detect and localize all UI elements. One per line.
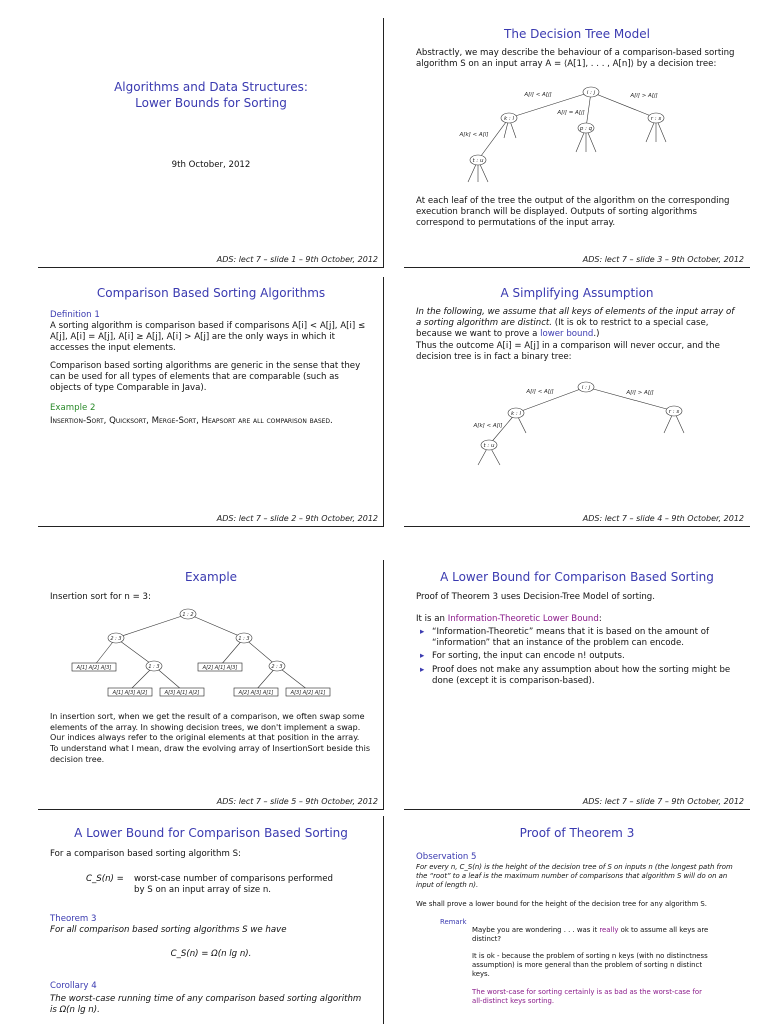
slide-2-title: Comparison Based Sorting Algorithms (96, 286, 326, 300)
slide-divider (404, 526, 750, 527)
theorem-equation: C_S(n) = Ω(n lg n). (170, 949, 252, 959)
theorem-label: Theorem 3 (50, 914, 97, 924)
slide-4 (404, 277, 750, 527)
slide-7 (404, 560, 750, 810)
example-label: Example 2 (50, 403, 96, 413)
corollary-label: Corollary 4 (50, 981, 97, 991)
tree-node-l: 2 : 3 (110, 636, 122, 642)
edge-label-left-left: A[k] < A[l] (473, 423, 503, 429)
tree-node-right: r : s (650, 116, 662, 122)
slide-3-title: The Decision Tree Model (504, 27, 650, 41)
bound-post: : (598, 614, 602, 624)
theorem-text: For all comparison based sorting algorithms S we have (50, 925, 287, 935)
bullet-list (420, 627, 736, 689)
slide-4-footer: ADS: lect 7 – slide 4 – 9th October, 2012 (582, 514, 744, 523)
tree-node-leaf: t : u (472, 158, 484, 164)
slide-divider (38, 526, 384, 527)
slide-5-title: Example (184, 570, 238, 584)
slide-8-para: We shall prove a lower bound for the height of the decision tree for any algorithm S. (416, 900, 707, 908)
bullet-item: ▸ Proof does not make any assumption about how the sorting might be done (except it is comparison-based). (420, 665, 736, 687)
slide-3-footer: ADS: lect 7 – slide 3 – 9th October, 2012 (582, 255, 744, 264)
slide-8-title: Proof of Theorem 3 (519, 826, 635, 840)
cost-equation-rhs1: worst-case number of comparisons performed (134, 874, 333, 884)
slide-6-title: A Lower Bound for Comparison Based Sorting (74, 826, 348, 840)
assumption-italic: In the following, we assume that all keys of elements of the input array of a sorting algorithm are distinct. (416, 307, 735, 329)
slide-7-bound-line (416, 614, 736, 625)
leaf-output: A[2] A[3] A[1] (238, 690, 274, 696)
tree-node-root: i : j (586, 90, 596, 96)
tree-node-right: r : s (668, 409, 680, 415)
tree-node-leaf: t : u (483, 443, 495, 449)
observation-label: Observation 5 (416, 852, 477, 862)
tree-node-left: k : l (503, 116, 515, 122)
bullet-item: ▸ “Information-Theoretic” means that it is based on the amount of “information” that an instance of the problem can encode. (420, 627, 736, 649)
definition-label: Definition 1 (50, 310, 100, 320)
assumption-paragraph (416, 307, 736, 363)
slide-divider (404, 809, 750, 810)
definition-text: A sorting algorithm is comparison based if comparisons A[i] < A[j], A[i] ≤ A[j], A[i] = A[j], A[i] ≥ A[j], A[i] > A[j] are the only ways in which it accesses the input elements. (50, 321, 366, 354)
edge-label-left: A[i] < A[j] (524, 92, 552, 98)
remark-pre: Maybe you are wondering . . . was it (472, 926, 598, 934)
slide-divider (404, 267, 750, 268)
remark-label: Remark (440, 918, 467, 926)
slide-3-intro: Abstractly, we may describe the behaviour of a comparison-based sorting algorithm S on an input array A = ⟨A[1], . . . , A[n]⟩ by a decision tree: (416, 48, 735, 70)
edge-label-right: A[i] > A[j] (630, 93, 658, 99)
tree-node-root: 1 : 2 (182, 612, 194, 618)
slide-1-footer: ADS: lect 7 – slide 1 – 9th October, 2012 (216, 255, 378, 264)
slide-3 (404, 18, 750, 268)
lower-bound-link[interactable]: lower bound (540, 329, 594, 340)
bullet-item: ▸ For sorting, the input can encode n! outputs. (420, 651, 736, 662)
slide-1-date: 9th October, 2012 (171, 160, 251, 170)
edge-label-right: A[i] > A[j] (626, 390, 654, 396)
slide-divider (38, 267, 384, 268)
tree-node-rr: 2 : 3 (271, 664, 283, 670)
edge-label-left: A[i] < A[j] (526, 389, 554, 395)
leaf-output: A[2] A[1] A[3] (202, 665, 238, 671)
slide-7-intro: Proof of Theorem 3 uses Decision-Tree Model of sorting. (416, 592, 655, 602)
remark-post: ok to assume all keys are distinct? (472, 926, 709, 943)
slide-divider (38, 809, 384, 810)
slide-6-intro: For a comparison based sorting algorithm S: (50, 849, 241, 859)
leaf-output: A[1] A[2] A[3] (76, 665, 112, 671)
observation-text: For every n, C_S(n) is the height of the decision tree of S on inputs n (the longest path from the “root” to a leaf is the maximum number of comparisons that algorithm S will do on an input of length n). (416, 863, 733, 889)
slide-divider (383, 816, 384, 1024)
info-theoretic-link[interactable]: Information-Theoretic Lower Bound (447, 614, 599, 624)
edge-label-left-left: A[k] < A[l] (459, 132, 489, 138)
remark-para3: The worst-case for sorting certainly is as bad as the worst-case for all-distinct keys sorting. (472, 988, 702, 1005)
leaf-output: A[1] A[3] A[2] (112, 690, 148, 696)
tree-node-lr: 1 : 3 (148, 664, 160, 670)
slide-6 (38, 816, 384, 1024)
slide-1 (38, 18, 384, 268)
slide-7-title: A Lower Bound for Comparison Based Sorting (440, 570, 714, 584)
outcome-text: Thus the outcome A[i] = A[j] in a comparison will never occur, and the decision tree is in fact a binary tree: (416, 340, 720, 362)
slide-5-intro: Insertion sort for n = 3: (50, 592, 151, 602)
tree-node-r: 1 : 3 (238, 636, 250, 642)
slide-2-footer: ADS: lect 7 – slide 2 – 9th October, 2012 (216, 514, 378, 523)
cost-equation-rhs2: by S on an input array of size n. (134, 885, 272, 895)
really-emphasis: really (599, 926, 619, 934)
generic-paragraph: Comparison based sorting algorithms are generic in the sense that they can be used for all types of elements that are comparable (such as objects of type Comparable in Java). (50, 361, 361, 394)
tree-node-left: k : l (510, 411, 522, 417)
decision-tree-binary (454, 375, 714, 475)
remark-para2: It is ok - because the problem of sorting n keys (with no distinctness assumption) is more general than the problem of sorting n distinct keys. (472, 952, 708, 978)
slide-5-footer: ADS: lect 7 – slide 5 – 9th October, 2012 (216, 797, 378, 806)
edge-label-mid: A[i] = A[j] (557, 110, 585, 116)
leaf-output: A[3] A[1] A[2] (164, 690, 200, 696)
corollary-text: The worst-case running time of any comparison based sorting algorithm is Ω(n lg n). (50, 994, 362, 1016)
slide-3-body: At each leaf of the tree the output of the algorithm on the corresponding execution branch will be displayed. Outputs of sorting algorithms correspond to permutations of the input array. (416, 196, 730, 229)
tree-node-mid: p : q (579, 126, 593, 132)
insertion-sort-tree (68, 604, 368, 704)
decision-tree-ternary (434, 78, 734, 198)
slide-2 (38, 277, 384, 527)
slide-divider (383, 18, 384, 268)
assumption-end: .) (593, 329, 600, 340)
assumption-rest: (It is ok to restrict to a special case, because we want to prove a (416, 318, 709, 340)
tree-node-root: i : j (581, 385, 591, 391)
slide-4-title: A Simplifying Assumption (500, 286, 654, 300)
remark-para1 (472, 926, 710, 944)
slide-5-para1: In insertion sort, when we get the result of a comparison, we often swap some elements of the array. In showing decision trees, we don't implement a swap. Our indices always refer to the original elements at that position in the array. (50, 712, 365, 743)
slide-1-title-line1: Algorithms and Data Structures: (114, 80, 308, 94)
slide-divider (383, 560, 384, 810)
cost-equation-lhs: C_S(n) = (86, 874, 124, 884)
example-text: Insertion-Sort, Quicksort, Merge-Sort, Heapsort are all comparison based. (50, 416, 333, 426)
leaf-output: A[3] A[2] A[1] (290, 690, 326, 696)
slide-5-para2: To understand what I mean, draw the evolving array of InsertionSort beside this decision tree. (50, 744, 370, 764)
slide-1-title-line2: Lower Bounds for Sorting (135, 96, 287, 110)
slide-divider (383, 277, 384, 527)
slide-8 (404, 816, 750, 1024)
bound-pre: It is an (416, 614, 445, 624)
slide-7-footer: ADS: lect 7 – slide 7 – 9th October, 2012 (582, 797, 744, 806)
slide-5 (38, 560, 384, 810)
